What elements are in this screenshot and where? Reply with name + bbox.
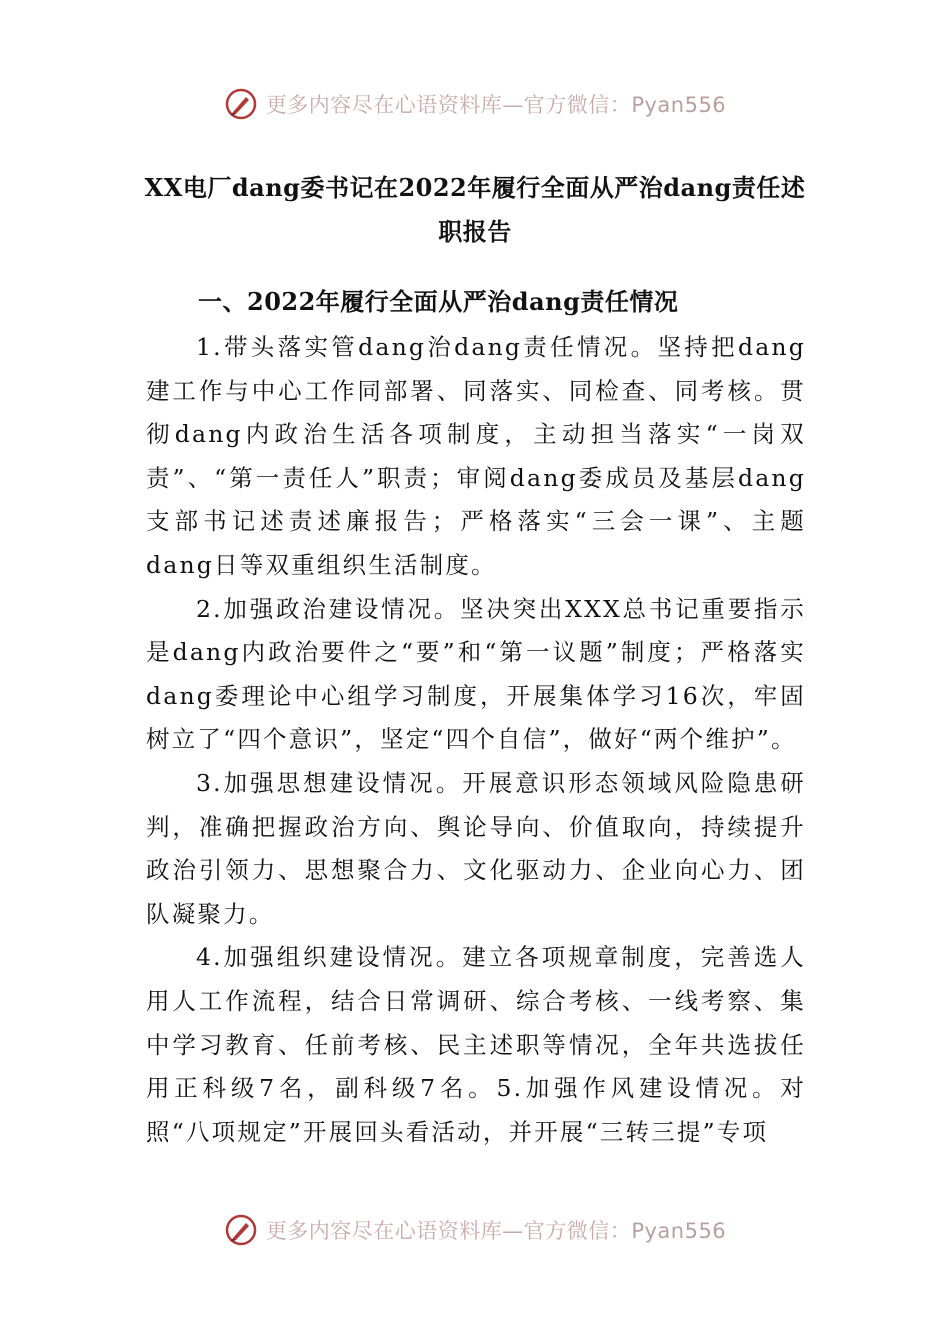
wechat-id: Pyan556 xyxy=(631,93,727,117)
document-title: XX电厂dang委书记在2022年履行全面从严治dang责任述职报告 xyxy=(144,173,806,246)
watermark-text: 更多内容尽在心语资料库—官方微信：Pyan556 xyxy=(265,1219,727,1243)
paragraph: 2.加强政治建设情况。坚决突出XXX总书记重要指示是dang内政治要件之“要”和“第一议题”制度；严格落实dang委理论中心组学习制度，开展集体学习16次，牢固树立了“四个意识”，坚定“四个自信”，做好“两个维护”。 xyxy=(146,594,806,754)
watermark-text: 更多内容尽在心语资料库—官方微信：Pyan556 xyxy=(265,93,727,117)
section-heading: 一、2022年履行全面从严治dang责任情况 xyxy=(198,287,679,316)
paragraph: 4.加强组织建设情况。建立各项规章制度，完善选人用人工作流程，结合日常调研、综合考核、一线考察、集中学习教育、任前考核、民主述职等情况，全年共选拔任用正科级7名，副科级7名。5.加强作风建设情况。对照“八项规定”开展回头看活动，并开展“三转三提”专项 xyxy=(146,943,806,1146)
wechat-id: Pyan556 xyxy=(631,1219,727,1243)
pen-logo-icon xyxy=(224,1213,258,1247)
paragraph: 3.加强思想建设情况。开展意识形态领域风险隐患研判，准确把握政治方向、舆论导向、价值取向，持续提升政治引领力、思想聚合力、文化驱动力、企业向心力、团队凝聚力。 xyxy=(146,768,806,928)
document-body xyxy=(146,280,806,1154)
paragraph: 1.带头落实管dang治dang责任情况。坚持把dang建工作与中心工作同部署、同落实、同检查、同考核。贯彻dang内政治生活各项制度，主动担当落实“一岗双责”、“第一责任人”职责；审阅dang委成员及基层dang支部书记述责述廉报告；严格落实“三会一课”、主题dang日等双重组织生活制度。 xyxy=(146,333,806,579)
watermark-banner-bottom xyxy=(0,1210,950,1250)
watermark-banner-top xyxy=(0,84,950,124)
pen-logo-icon xyxy=(224,87,258,121)
